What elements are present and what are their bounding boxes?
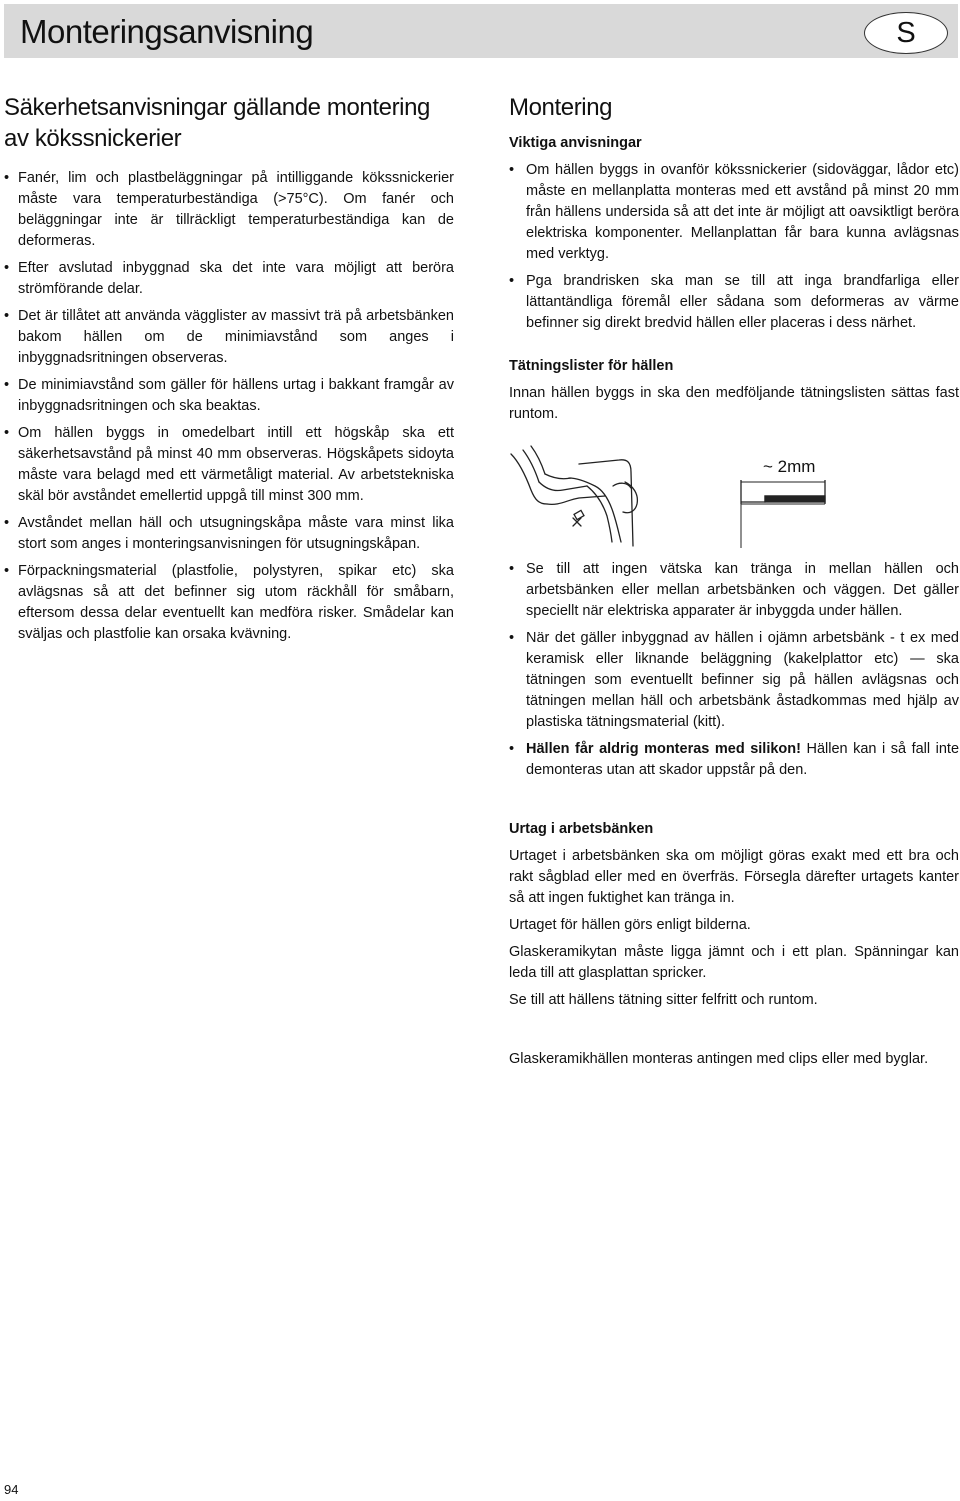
- list-item: • Avståndet mellan häll och utsugningskåpa måste vara minst lika stort som anges i monteringsanvisningen för utsugningskåpan.: [4, 515, 454, 552]
- list-item: • Förpackningsmaterial (plastfolie, polystyren, spikar etc) ska avlägsnas så att det befinner sig utom räckhåll för småbarn, eftersom dessa delar eventuellt kan medföra risker. Smådelar kan sväljas och plastfolie kan orsaka kvävning.: [4, 563, 454, 642]
- list-item: • När det gäller inbyggnad av hällen i ojämn arbetsbänk - t ex med keramisk eller liknande beläggning (kakelplattor etc) — ska tätningen som eventuellt befinner sig på hällen avlägsnas och tätningen mellan häll och arbetsbänk åstadkommas med hjälp av plastiska tätningsmaterial (kitt).: [509, 630, 959, 730]
- page-header: [4, 4, 958, 58]
- page-number: 94: [4, 1482, 19, 1497]
- silicone-warning: Hällen får aldrig monteras med silikon!: [526, 741, 801, 757]
- list-item: • Det är tillåtet att använda vägglister av massivt trä på arbetsbänken bakom hällen om de minimiavstånd som anges i inbyggnadsritningen observeras.: [4, 308, 454, 366]
- hand-applying-seal-icon: [511, 446, 637, 546]
- seal-illustration: [509, 442, 829, 550]
- list-item: • Hällen får aldrig monteras med silikon! Hällen kan i så fall inte demonteras utan att skador uppstår på den.: [509, 741, 960, 778]
- safety-list: [4, 168, 454, 645]
- clips-paragraph: Glaskeramikhällen monteras antingen med clips eller med byglar.: [509, 1051, 929, 1067]
- bullet-icon: •: [4, 170, 10, 186]
- list-item: • Om hällen byggs in omedelbart intill ett högskåp ska ett säkerhetsavstånd på minst 40 mm observeras. Högskåpets sidoyta måste vara belagd med ett värmetåligt material. Av arbetstekniska skäl bör avståndet emellertid uppgå till minst 300 mm.: [4, 425, 454, 504]
- cutout-paragraph: Urtaget i arbetsbänken ska om möjligt göras exakt med ett bra och rakt sågblad eller med en överfräs. Försegla därefter urtagets kanter så att ingen fuktighet kan tränga in.: [509, 848, 959, 906]
- safety-heading: Säkerhetsanvisningar gällande montering av kökssnickerier: [4, 94, 431, 152]
- bullet-icon: •: [4, 308, 10, 324]
- cutout-paragraph: Urtaget för hällen görs enligt bilderna.: [509, 917, 751, 933]
- important-list: [509, 160, 959, 334]
- bullet-icon: •: [509, 162, 515, 178]
- bullet-icon: •: [4, 563, 10, 579]
- bullet-icon: •: [509, 561, 515, 577]
- list-item: • Efter avslutad inbyggnad ska det inte vara möjligt att beröra strömförande delar.: [4, 260, 454, 297]
- bullet-icon: •: [4, 425, 10, 441]
- seal-intro: Innan hällen byggs in ska den medföljande tätningslisten sättas fast runtom.: [509, 385, 959, 422]
- mounting-heading: Montering: [509, 94, 613, 121]
- list-item: • Se till att ingen vätska kan tränga in mellan hällen och arbetsbänken eller mellan arbetsbänken och väggen. Det gäller speciellt när elektriska apparater är inbyggda under hällen.: [509, 561, 959, 619]
- list-item: • Pga brandrisken ska man se till att inga brandfarliga eller lättantändliga föremål eller sådana som deformeras av värme befinner sig direkt bredvid hällen eller placeras i dess närhet.: [509, 273, 959, 331]
- bullet-icon: •: [509, 741, 515, 757]
- cutout-title: Urtag i arbetsbänken: [509, 821, 654, 837]
- list-item: • De minimiavstånd som gäller för hällens urtag i bakkant framgår av inbyggnadsritningen och ska beaktas.: [4, 377, 454, 414]
- bullet-icon: •: [509, 630, 515, 646]
- bullet-icon: •: [509, 273, 515, 289]
- bullet-icon: •: [4, 377, 10, 393]
- list-item: • Fanér, lim och plastbeläggningar på intilliggande kökssnickerier måste vara temperaturbeständiga (>75°C). Om fanér och beläggningar inte är tillräckligt temperaturbeständiga kan de deformeras.: [4, 170, 454, 249]
- seal-title: Tätningslister för hällen: [509, 358, 674, 374]
- list-item: • Om hällen byggs in ovanför kökssnickerier (sidoväggar, lådor etc) måste en mellanplatta monteras med ett avstånd på minst 20 mm från hällens undersida så att det inte är möjligt att oavsiktligt beröra elektriska komponenter. Mellanplattan får bara kunna avlägsnas med verktyg.: [509, 162, 959, 262]
- right-column: [509, 92, 959, 1076]
- cutout-paragraph: Glaskeramikytan måste ligga jämnt och i ett plan. Spänningar kan leda till att glasplattan spricker.: [509, 944, 959, 981]
- language-badge: S: [864, 12, 948, 54]
- bullet-icon: •: [4, 260, 10, 276]
- bullet-icon: •: [4, 515, 10, 531]
- page-title: Monteringsanvisning: [20, 13, 314, 50]
- left-column: [4, 92, 454, 651]
- cutout-paragraph: Se till att hällens tätning sitter felfritt och runtom.: [509, 992, 818, 1008]
- seal-list: [509, 559, 959, 781]
- important-title: Viktiga anvisningar: [509, 135, 642, 151]
- gap-label: ~ 2mm: [763, 457, 816, 476]
- seal-section-diagram: [741, 480, 825, 548]
